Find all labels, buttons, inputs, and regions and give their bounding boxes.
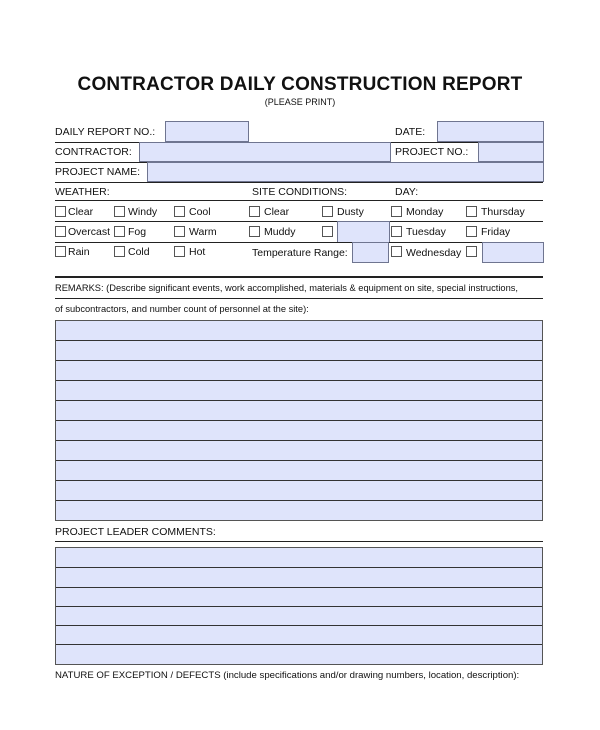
- site-dusty-checkbox[interactable]: [322, 206, 333, 217]
- weather-warm-checkbox[interactable]: [174, 226, 185, 237]
- weather-heading: WEATHER:: [55, 186, 110, 198]
- weather-clear-label: Clear: [68, 206, 94, 218]
- comments-line[interactable]: [56, 645, 542, 664]
- row-rule: [55, 182, 543, 183]
- date-field[interactable]: [437, 121, 544, 142]
- site-dusty-label: Dusty: [337, 206, 364, 218]
- remarks-line[interactable]: [56, 501, 542, 520]
- daily-report-no-field[interactable]: [165, 121, 249, 142]
- site-muddy-checkbox[interactable]: [249, 226, 260, 237]
- day-friday-checkbox[interactable]: [466, 226, 477, 237]
- nature-of-exception-label: NATURE OF EXCEPTION / DEFECTS (include specifications and/or drawing numbers, location, description):: [55, 670, 520, 681]
- day-thursday-label: Thursday: [481, 206, 525, 218]
- row-rule: [55, 221, 543, 222]
- weather-windy-label: Windy: [128, 206, 158, 218]
- daily-report-no-label: DAILY REPORT NO.:: [55, 126, 156, 138]
- comments-lines-area[interactable]: [55, 547, 543, 665]
- day-friday-label: Friday: [481, 226, 511, 238]
- comments-line[interactable]: [56, 626, 542, 645]
- remarks-line[interactable]: [56, 361, 542, 381]
- day-other-checkbox[interactable]: [466, 246, 477, 257]
- site-other-checkbox[interactable]: [322, 226, 333, 237]
- row-rule: [55, 541, 543, 542]
- remarks-line[interactable]: [56, 341, 542, 361]
- weather-cool-checkbox[interactable]: [174, 206, 185, 217]
- remarks-line[interactable]: [56, 401, 542, 421]
- remarks-label-line1: REMARKS: (Describe significant events, work accomplished, materials & equipment on site, special instructions,: [55, 283, 518, 293]
- row-rule: [55, 298, 543, 299]
- day-tuesday-checkbox[interactable]: [391, 226, 402, 237]
- remarks-line[interactable]: [56, 461, 542, 481]
- comments-line[interactable]: [56, 548, 542, 568]
- weather-fog-checkbox[interactable]: [114, 226, 125, 237]
- contractor-field[interactable]: [139, 142, 391, 162]
- weather-overcast-checkbox[interactable]: [55, 226, 66, 237]
- day-monday-checkbox[interactable]: [391, 206, 402, 217]
- weather-hot-checkbox[interactable]: [174, 246, 185, 257]
- temperature-range-label: Temperature Range:: [252, 247, 348, 259]
- weather-windy-checkbox[interactable]: [114, 206, 125, 217]
- project-name-label: PROJECT NAME:: [55, 166, 140, 178]
- site-muddy-label: Muddy: [264, 226, 296, 238]
- weather-fog-label: Fog: [128, 226, 147, 238]
- row-rule: [55, 200, 543, 201]
- site-other-field[interactable]: [337, 221, 390, 243]
- project-no-field[interactable]: [478, 142, 544, 162]
- remarks-line[interactable]: [56, 381, 542, 401]
- weather-cool-label: Cool: [189, 206, 211, 218]
- project-no-label: PROJECT NO.:: [395, 146, 469, 158]
- temperature-range-field[interactable]: [352, 242, 389, 263]
- comments-line[interactable]: [56, 607, 542, 626]
- project-name-field[interactable]: [147, 162, 544, 182]
- report-title: CONTRACTOR DAILY CONSTRUCTION REPORT: [77, 74, 523, 95]
- remarks-line[interactable]: [56, 421, 542, 441]
- weather-warm-label: Warm: [189, 226, 217, 238]
- report-subtitle: (PLEASE PRINT): [264, 97, 336, 107]
- weather-cold-checkbox[interactable]: [114, 246, 125, 257]
- date-label: DATE:: [395, 126, 426, 138]
- day-tuesday-label: Tuesday: [406, 226, 446, 238]
- day-wednesday-checkbox[interactable]: [391, 246, 402, 257]
- weather-overcast-label: Overcast: [68, 226, 111, 238]
- weather-cold-label: Cold: [128, 246, 150, 258]
- day-other-field[interactable]: [482, 242, 544, 263]
- day-heading: DAY:: [395, 186, 419, 198]
- weather-clear-checkbox[interactable]: [55, 206, 66, 217]
- day-thursday-checkbox[interactable]: [466, 206, 477, 217]
- remarks-line[interactable]: [56, 441, 542, 461]
- remarks-lines-area[interactable]: [55, 320, 543, 521]
- weather-rain-checkbox[interactable]: [55, 246, 66, 257]
- site-clear-checkbox[interactable]: [249, 206, 260, 217]
- comments-line[interactable]: [56, 588, 542, 607]
- site-clear-label: Clear: [264, 206, 290, 218]
- remarks-line[interactable]: [56, 481, 542, 501]
- remarks-label-line2: of subcontractors, and number count of personnel at the site):: [55, 304, 309, 314]
- site-conditions-heading: SITE CONDITIONS:: [252, 186, 348, 198]
- weather-rain-label: Rain: [68, 246, 90, 258]
- comments-line[interactable]: [56, 568, 542, 588]
- day-wednesday-label: Wednesday: [406, 247, 462, 259]
- row-rule: [55, 242, 543, 243]
- section-rule: [55, 276, 543, 278]
- day-monday-label: Monday: [406, 206, 444, 218]
- weather-hot-label: Hot: [189, 246, 206, 258]
- project-leader-comments-label: PROJECT LEADER COMMENTS:: [55, 526, 216, 538]
- contractor-label: CONTRACTOR:: [55, 146, 132, 158]
- remarks-line[interactable]: [56, 321, 542, 341]
